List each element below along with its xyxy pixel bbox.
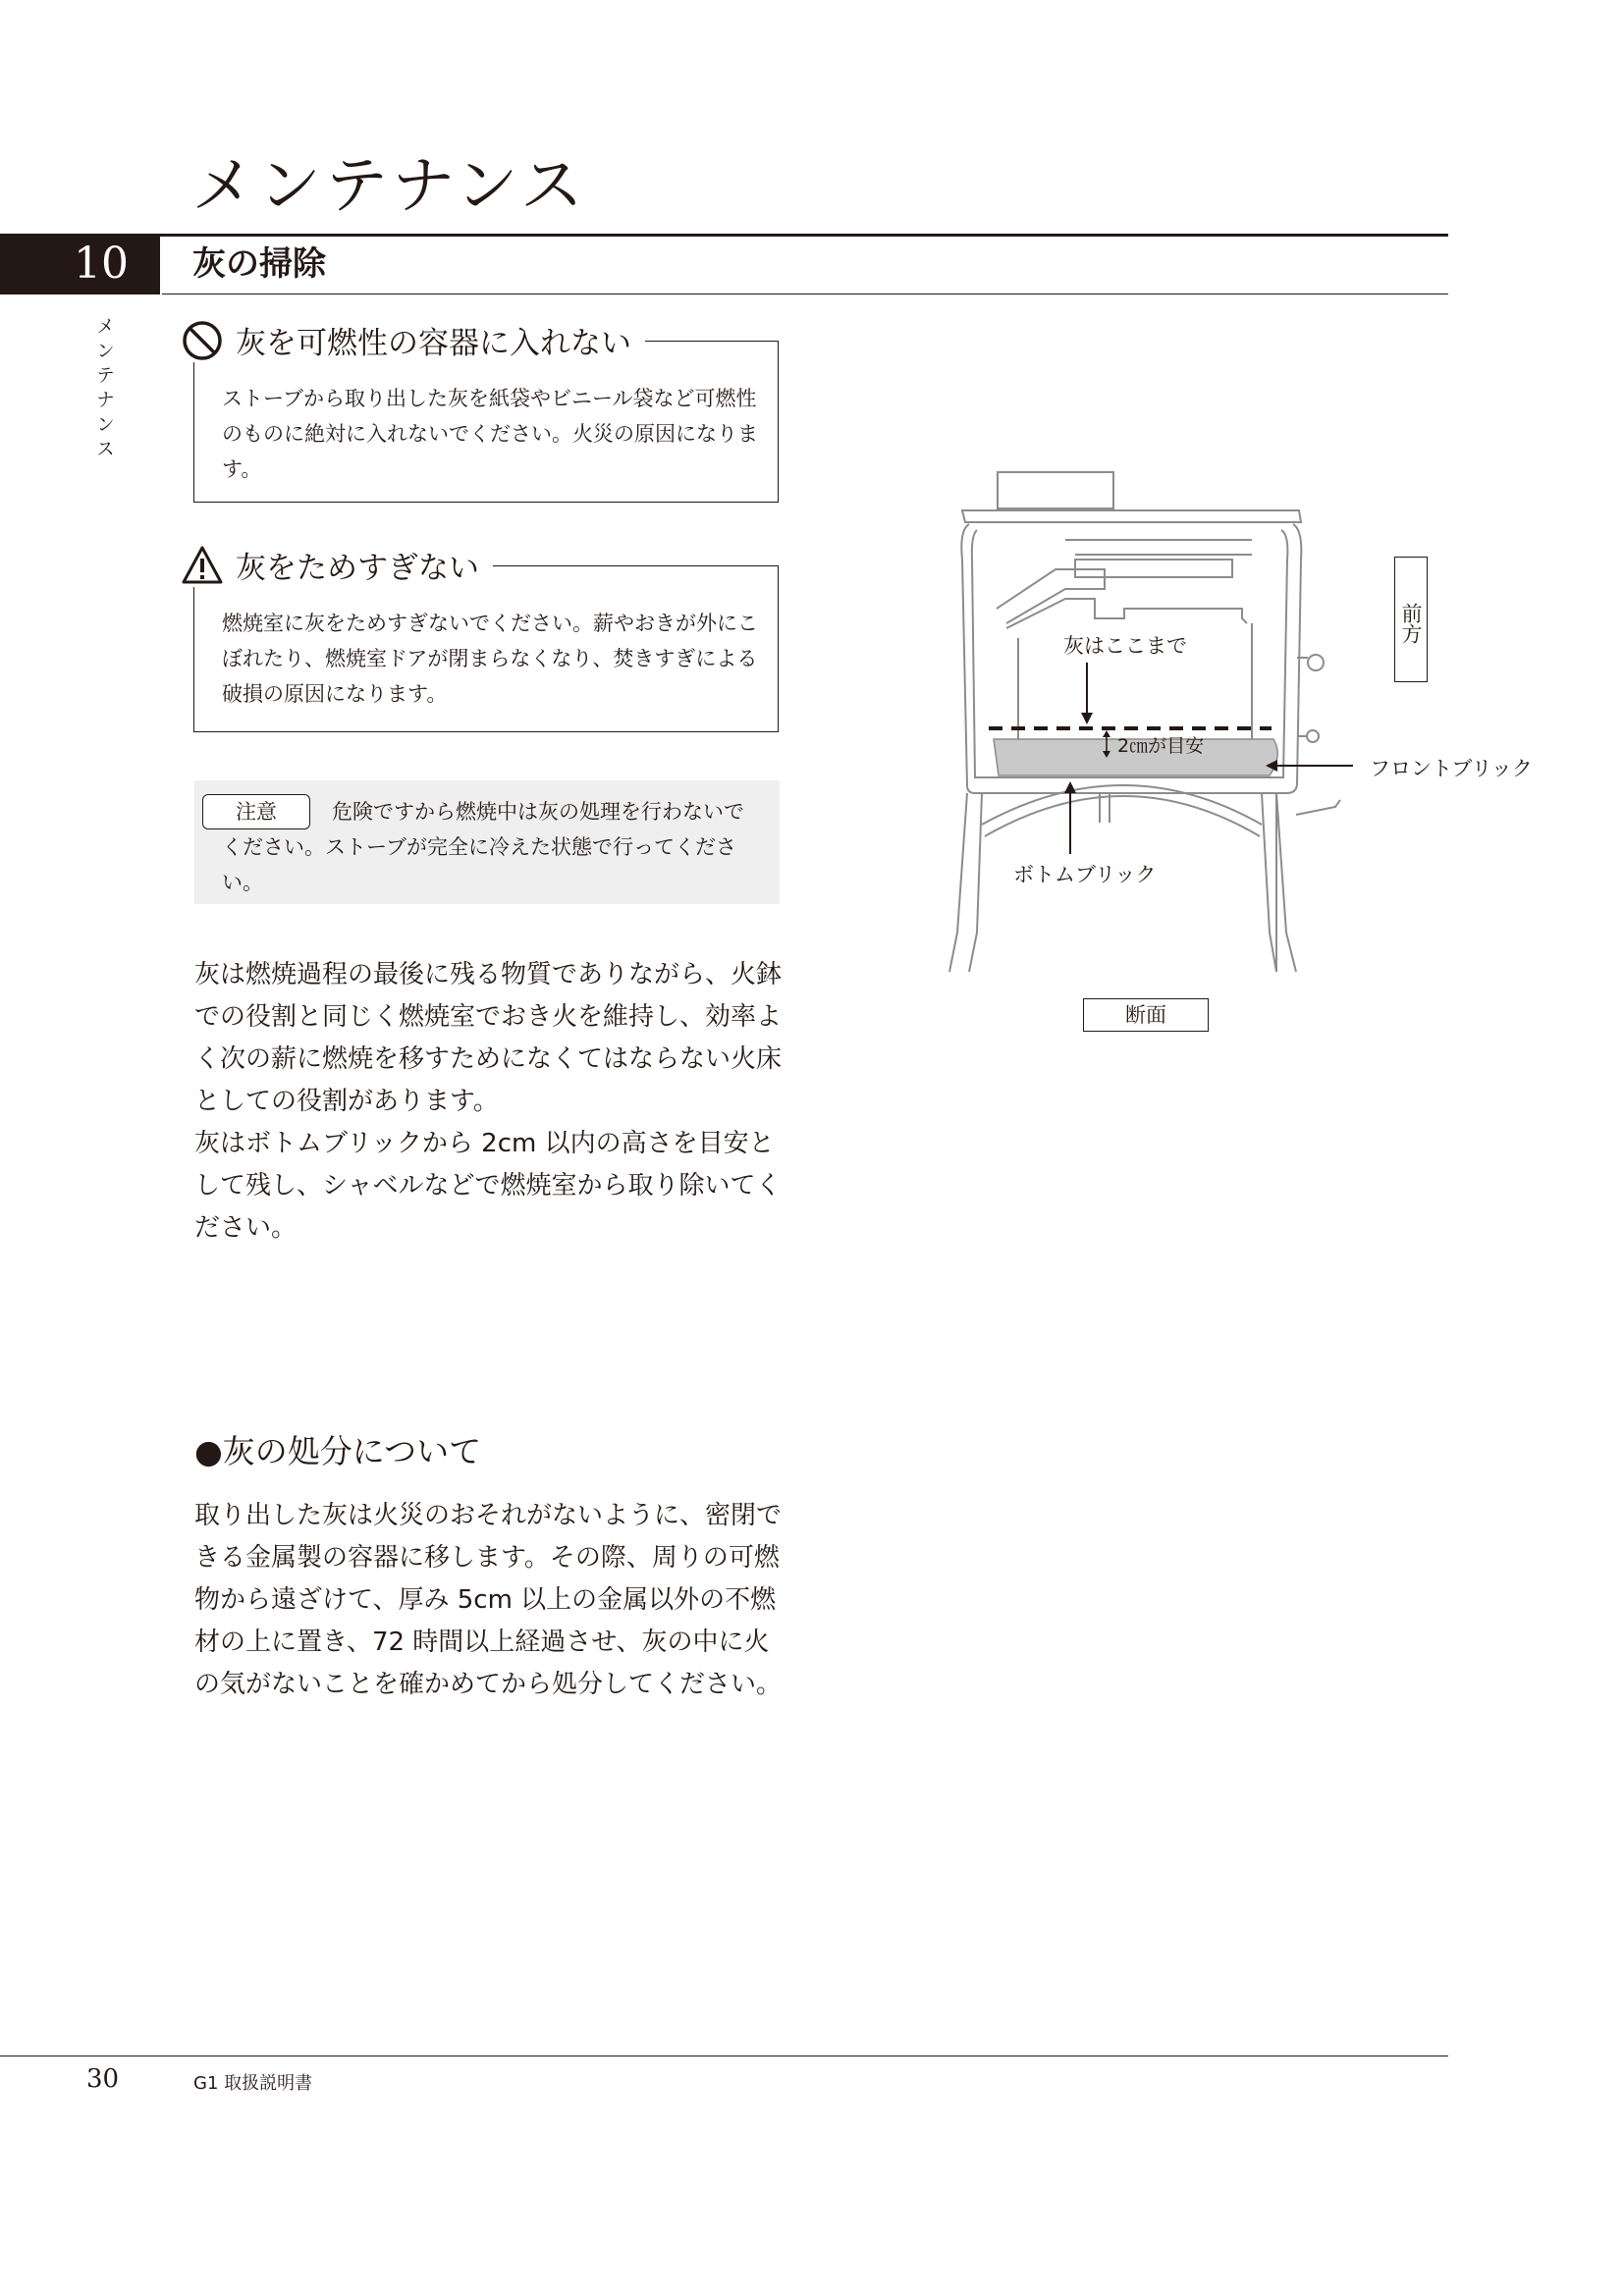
warning-text: ストーブから取り出した灰を紙袋やビニール袋など可燃性のものに絶対に入れないでください。火災の原因になります。 xyxy=(222,387,758,481)
label-bottom-brick: ボトムブリック xyxy=(1013,863,1157,886)
caution-badge: 注意 xyxy=(202,794,310,829)
label-front: 前方 xyxy=(1394,557,1428,682)
paragraph: 灰はボトムブリックから 2cm 以内の高さを目安として残し、シャベルなどで燃焼室から取り除いてください。 xyxy=(194,1129,782,1243)
warning-box-overfill xyxy=(193,551,779,732)
caution-text: 危険ですから燃焼中は灰の処理を行わないでください。ストーブが完全に冷えた状態で行ってください。 xyxy=(222,800,744,894)
label-section: 断面 xyxy=(1083,998,1209,1032)
warning-heading-overfill xyxy=(181,543,493,587)
section-header xyxy=(0,234,1448,294)
label-ash-level: 灰はここまで xyxy=(1063,634,1187,658)
sub-heading-disposal: ●灰の処分について xyxy=(194,1432,482,1470)
warning-heading-flammable xyxy=(181,318,645,362)
warning-triangle-icon xyxy=(181,544,224,587)
paragraph: 取り出した灰は火災のおそれがないように、密閉できる金属製の容器に移します。その際、周りの可燃物から遠ざけて、厚み 5cm 以上の金属以外の不燃材の上に置き、72 時間以上経過させ、灰の中に火の気がないことを確かめてから処分してください。 xyxy=(194,1501,783,1699)
paragraph: 灰は燃焼過程の最後に残る物質でありながら、火鉢での役割と同じく燃焼室でおき火を維持し、効率よく次の薪に燃焼を移すためになくてはならない火床としての役割があります。 xyxy=(194,960,783,1116)
stove-cross-section-diagram xyxy=(938,461,1576,1050)
label-front-brick: フロントブリック xyxy=(1370,757,1533,780)
side-tab-label: メンテナンス xyxy=(93,316,115,463)
label-guide: 2㎝が目安 xyxy=(1117,735,1205,757)
body-paragraphs xyxy=(194,954,784,1250)
page-number: 30 xyxy=(86,2064,120,2094)
page-title: メンテナンス xyxy=(191,150,587,223)
caution-box xyxy=(194,780,780,904)
warning-text: 燃焼室に灰をためすぎないでください。薪やおきが外にこぼれたり、燃焼室ドアが閉まらなくなり、焚きすぎによる破損の原因になります。 xyxy=(222,612,758,706)
warning-heading-text: 灰をためすぎない xyxy=(236,551,479,586)
document-name: G1 取扱説明書 xyxy=(193,2073,313,2094)
warning-box-flammable xyxy=(193,326,779,503)
prohibited-icon xyxy=(181,319,224,362)
section-title: 灰の掃除 xyxy=(192,244,326,284)
warning-heading-text: 灰を可燃性の容器に入れない xyxy=(236,326,631,361)
section-number: 10 xyxy=(0,234,160,294)
